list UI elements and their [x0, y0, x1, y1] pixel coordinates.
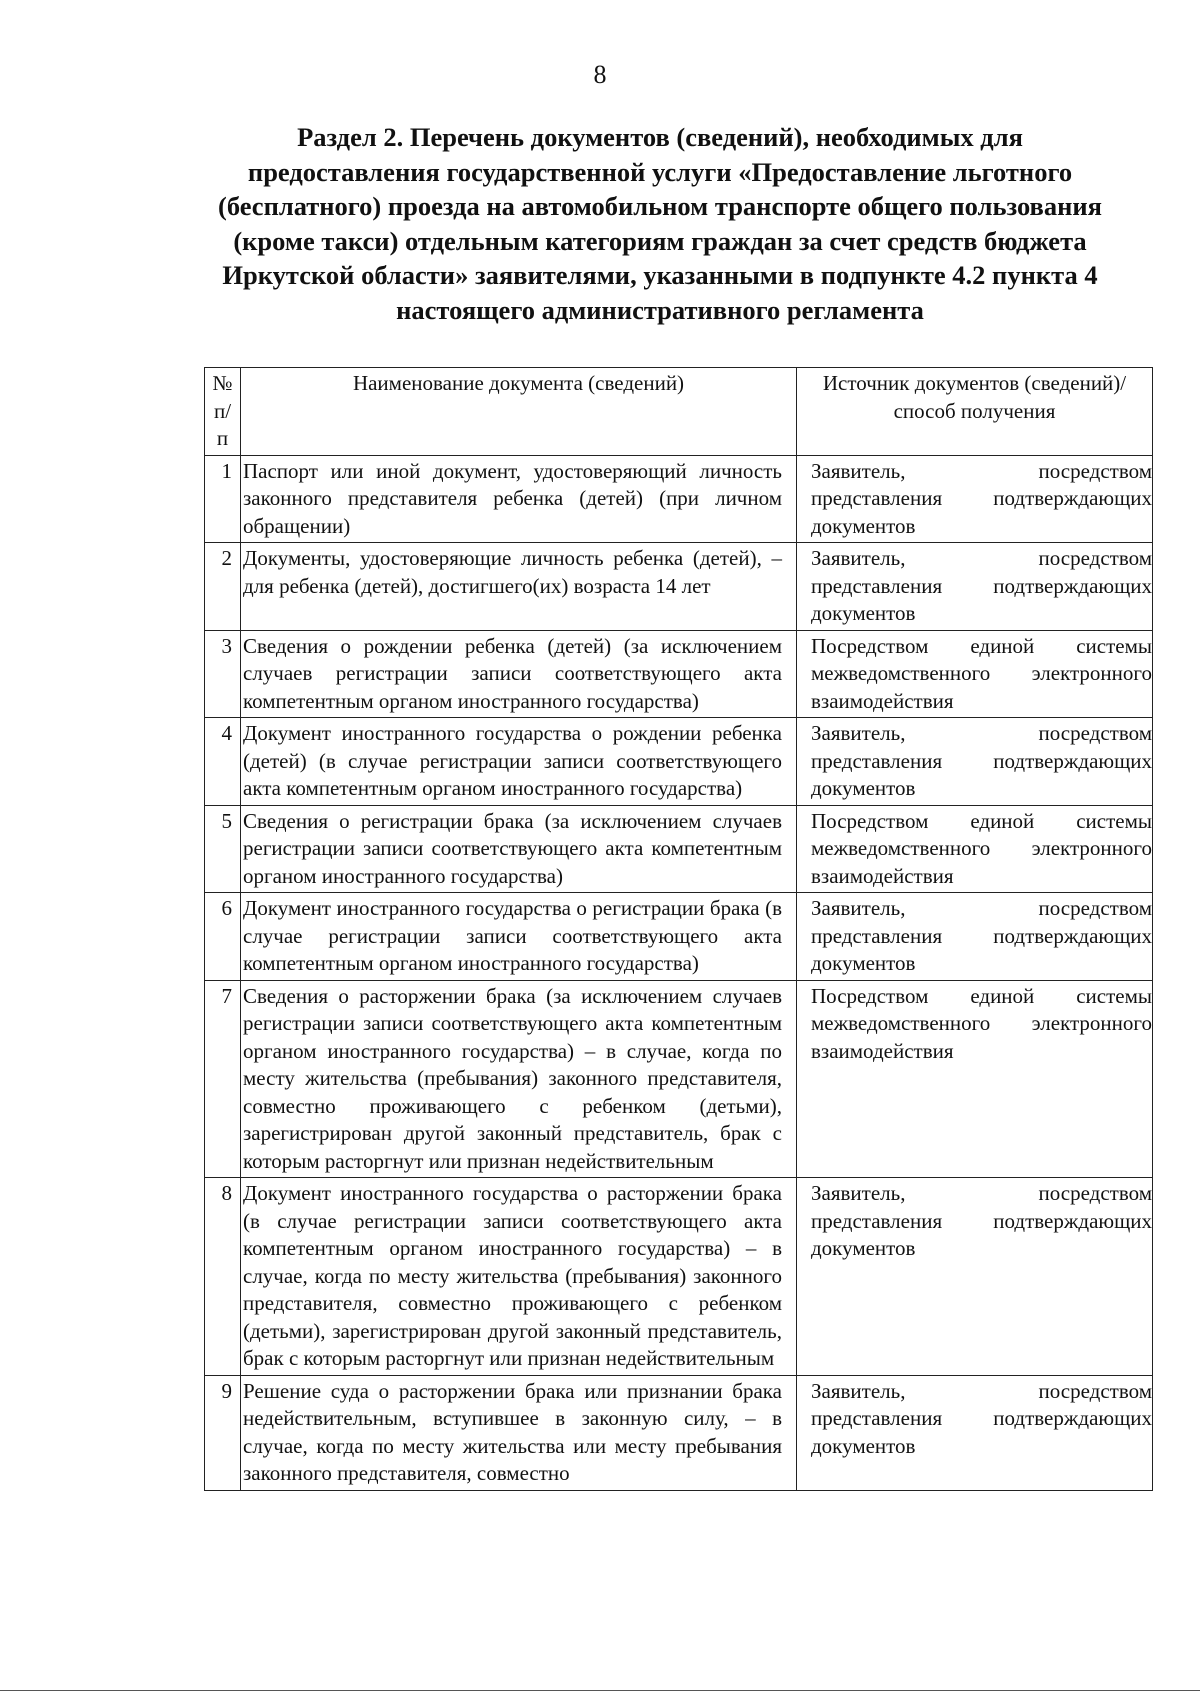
bottom-rule	[0, 1690, 1200, 1691]
document-name: Решение суда о расторжении брака или признании брака недействительным, вступившее в законную силу, – в случае, когда по месту жительства или месту пребывания законного представителя, совместно	[241, 1375, 797, 1490]
document-name: Документ иностранного государства о расторжении брака (в случае регистрации записи соответствующего акта компетентным органом иностранного государства) – в случае, когда по месту жительства (пребывания) законного представителя, совместно проживающего с ребенком (детьми), зарегистрирован другой законный представитель, брак с которым расторгнут или признан недействительным	[241, 1178, 797, 1376]
row-number: 9	[205, 1375, 241, 1490]
header-source: Источник документов (сведений)/способ получения	[797, 368, 1153, 456]
table-row	[205, 543, 1153, 631]
document-name: Паспорт или иной документ, удостоверяющий личность законного представителя ребенка (детей) (при личном обращении)	[241, 455, 797, 543]
document-name: Документ иностранного государства о рождении ребенка (детей) (в случае регистрации записи соответствующего акта компетентным органом иностранного государства)	[241, 718, 797, 806]
table-row	[205, 1178, 1153, 1376]
table-header-row	[205, 368, 1153, 456]
row-number: 7	[205, 980, 241, 1178]
section-title: Раздел 2. Перечень документов (сведений), необходимых для предоставления государственной услуги «Предоставление льготного (бесплатного) проезда на автомобильном транспорте общего пользования (кроме такси) отдельным категориям граждан за счет средств бюджета Иркутской области» заявителями, указанными в подпункте 4.2 пункта 4 настоящего административного регламента	[218, 122, 1102, 325]
document-name: Сведения о расторжении брака (за исключением случаев регистрации записи соответствующего акта компетентным органом иностранного государства) – в случае, когда по месту жительства (пребывания) законного представителя, совместно проживающего с ребенком (детьми), зарегистрирован другой законный представитель, брак с которым расторгнут или признан недействительным	[241, 980, 797, 1178]
document-name: Документ иностранного государства о регистрации брака (в случае регистрации записи соответствующего акта компетентным органом иностранного государства)	[241, 893, 797, 981]
header-name: Наименование документа (сведений)	[241, 368, 797, 456]
document-source: Посредством единой системы межведомственного электронного взаимодействия	[797, 805, 1153, 893]
document-source: Заявитель, посредством представления подтверждающих документов	[797, 455, 1153, 543]
header-num: № п/п	[205, 368, 241, 456]
document-name: Сведения о регистрации брака (за исключением случаев регистрации записи соответствующего акта компетентным органом иностранного государства)	[241, 805, 797, 893]
table-row	[205, 805, 1153, 893]
row-number: 5	[205, 805, 241, 893]
document-source: Заявитель, посредством представления подтверждающих документов	[797, 543, 1153, 631]
row-number: 4	[205, 718, 241, 806]
documents-table	[204, 367, 1153, 1491]
table-row	[205, 980, 1153, 1178]
document-source: Посредством единой системы межведомственного электронного взаимодействия	[797, 630, 1153, 718]
row-number: 2	[205, 543, 241, 631]
page-number: 8	[593, 60, 607, 89]
table-row	[205, 1375, 1153, 1490]
document-name: Документы, удостоверяющие личность ребенка (детей), – для ребенка (детей), достигшего(их) возраста 14 лет	[241, 543, 797, 631]
table-row	[205, 455, 1153, 543]
document-source: Заявитель, посредством представления подтверждающих документов	[797, 1375, 1153, 1490]
document-source: Заявитель, посредством представления подтверждающих документов	[797, 718, 1153, 806]
table-row	[205, 893, 1153, 981]
table-row	[205, 718, 1153, 806]
row-number: 3	[205, 630, 241, 718]
document-source: Заявитель, посредством представления подтверждающих документов	[797, 1178, 1153, 1376]
table-row	[205, 630, 1153, 718]
row-number: 6	[205, 893, 241, 981]
document-name: Сведения о рождении ребенка (детей) (за исключением случаев регистрации записи соответствующего акта компетентным органом иностранного государства)	[241, 630, 797, 718]
row-number: 1	[205, 455, 241, 543]
row-number: 8	[205, 1178, 241, 1376]
document-source: Заявитель, посредством представления подтверждающих документов	[797, 893, 1153, 981]
document-source: Посредством единой системы межведомственного электронного взаимодействия	[797, 980, 1153, 1178]
